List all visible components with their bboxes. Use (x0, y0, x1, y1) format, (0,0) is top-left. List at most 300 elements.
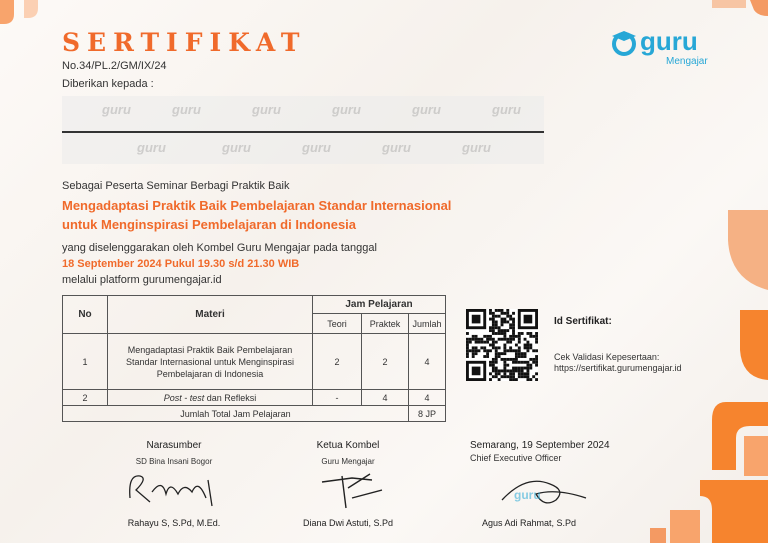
qr-module (498, 346, 501, 349)
qr-module (524, 344, 527, 347)
qr-module (503, 312, 506, 315)
qr-module (492, 364, 495, 367)
qr-module (524, 346, 527, 349)
qr-module (469, 349, 472, 352)
qr-module (480, 341, 483, 344)
qr-module (472, 338, 475, 341)
cell-teori: 2 (313, 334, 362, 390)
qr-module (489, 361, 492, 364)
qr-module (512, 326, 515, 329)
qr-module (515, 367, 518, 370)
table-row (63, 334, 446, 390)
signer-place-date: Semarang, 19 September 2024 (470, 440, 610, 451)
qr-module (503, 338, 506, 341)
qr-module (529, 335, 532, 338)
qr-module (521, 332, 524, 335)
cell-materi: Mengadaptasi Praktik Baik Pembelajaran Standar Internasional untuk Menginspirasi Pembelajaran di Indonesia (108, 334, 313, 390)
signature-mark (312, 468, 392, 512)
validation-label: Cek Validasi Kepesertaan: (554, 352, 660, 362)
qr-module (515, 352, 518, 355)
cell-praktek: 2 (362, 334, 409, 390)
qr-module (535, 338, 538, 341)
validation-info (554, 352, 682, 374)
signature-right (470, 440, 660, 528)
qr-module (475, 335, 478, 338)
qr-module (492, 323, 495, 326)
qr-module (512, 361, 515, 364)
qr-module (498, 309, 501, 312)
qr-module (475, 338, 478, 341)
qr-module (489, 372, 492, 375)
qr-module (521, 367, 524, 370)
event-date: 18 September 2024 Pukul 19.30 s/d 21.30 WIB (62, 258, 300, 270)
qr-module (512, 318, 515, 321)
qr-module (521, 361, 524, 364)
qr-module (492, 367, 495, 370)
qr-module (492, 341, 495, 344)
qr-module (506, 321, 509, 324)
qr-module (512, 323, 515, 326)
qr-module (489, 349, 492, 352)
qr-module (478, 349, 481, 352)
qr-module (475, 341, 478, 344)
recipient-name-line (62, 131, 544, 133)
qr-module (495, 352, 498, 355)
qr-module (512, 321, 515, 324)
qr-module (515, 349, 518, 352)
right-decoration (650, 210, 768, 543)
qr-module (503, 349, 506, 352)
qr-module (492, 321, 495, 324)
qr-module (532, 358, 535, 361)
qr-module (495, 349, 498, 352)
qr-module (518, 338, 521, 341)
qr-module (526, 361, 529, 364)
qr-module (483, 341, 486, 344)
signer-name: Rahayu S, S.Pd, M.Ed. (127, 518, 221, 528)
qr-module (501, 375, 504, 378)
qr-module (489, 378, 492, 381)
qr-module (475, 349, 478, 352)
qr-module (535, 378, 538, 381)
qr-module (515, 361, 518, 364)
graduation-cap-icon (610, 28, 638, 56)
qr-module (495, 315, 498, 318)
qr-module (489, 309, 492, 312)
signature-middle (258, 440, 438, 528)
qr-module (524, 338, 527, 341)
qr-module (503, 318, 506, 321)
name-area (62, 96, 544, 164)
qr-module (501, 332, 504, 335)
qr-module (495, 341, 498, 344)
qr-module (518, 369, 521, 372)
qr-module (503, 369, 506, 372)
qr-module (518, 352, 521, 355)
qr-module (529, 344, 532, 347)
qr-module (532, 375, 535, 378)
qr-module (492, 329, 495, 332)
qr-module (472, 352, 475, 355)
qr-module (475, 346, 478, 349)
qr-module (512, 375, 515, 378)
signer-role: Chief Executive Officer (470, 453, 562, 463)
cell-no: 1 (63, 334, 108, 390)
qr-module (512, 358, 515, 361)
qr-module (524, 355, 527, 358)
given-to-label: Diberikan kepada : (62, 78, 154, 90)
qr-module (526, 349, 529, 352)
qr-module (501, 358, 504, 361)
qr-module (524, 361, 527, 364)
qr-module (506, 364, 509, 367)
qr-module (515, 378, 518, 381)
logo-sub: Mengajar (666, 56, 708, 67)
qr-module (515, 369, 518, 372)
qr-module (492, 346, 495, 349)
qr-module (495, 367, 498, 370)
watermark: guru (137, 140, 166, 155)
qr-module (515, 355, 518, 358)
qr-module (469, 338, 472, 341)
qr-module (480, 338, 483, 341)
col-teori: Teori (313, 314, 362, 334)
qr-module (495, 375, 498, 378)
logo-word: guru (640, 26, 698, 56)
qr-module (466, 332, 469, 335)
qr-module (489, 318, 492, 321)
qr-module (478, 341, 481, 344)
qr-module (509, 326, 512, 329)
qr-module (526, 344, 529, 347)
qr-module (495, 355, 498, 358)
qr-module (503, 367, 506, 370)
col-jam: Jam Pelajaran (313, 296, 446, 314)
qr-module (512, 312, 515, 315)
qr-module (489, 312, 492, 315)
qr-module (498, 329, 501, 332)
qr-module (483, 355, 486, 358)
qr-module (526, 375, 529, 378)
col-no: No (63, 296, 108, 334)
signer-name: Agus Adi Rahmat, S.Pd (482, 518, 577, 528)
qr-module (503, 375, 506, 378)
qr-module (503, 372, 506, 375)
qr-module (492, 338, 495, 341)
qr-module (503, 361, 506, 364)
qr-module (483, 335, 486, 338)
qr-module (518, 335, 521, 338)
qr-module (529, 378, 532, 381)
qr-module (472, 346, 475, 349)
qr-module (492, 312, 495, 315)
signer-org: SD Bina Insani Bogor (135, 457, 213, 466)
cell-no: 2 (63, 390, 108, 406)
signature-mark (122, 468, 232, 508)
qr-module (526, 364, 529, 367)
qr-module (529, 358, 532, 361)
qr-module (495, 369, 498, 372)
qr-module (498, 372, 501, 375)
qr-module (478, 338, 481, 341)
qr-module (503, 344, 506, 347)
qr-module (535, 335, 538, 338)
qr-module (472, 335, 475, 338)
qr-module (512, 329, 515, 332)
qr-module (509, 335, 512, 338)
qr-module (472, 349, 475, 352)
qr-finder (472, 367, 481, 376)
qr-module (466, 338, 469, 341)
qr-module (526, 346, 529, 349)
qr-module (518, 332, 521, 335)
qr-module (509, 378, 512, 381)
signature-mark (496, 464, 596, 514)
qr-module (535, 355, 538, 358)
qr-module (480, 346, 483, 349)
qr-module (466, 349, 469, 352)
qr-module (509, 372, 512, 375)
validation-url: https://sertifikat.gurumengajar.id (554, 363, 682, 373)
certificate-title: SERTIFIKAT (62, 28, 307, 57)
qr-module (501, 338, 504, 341)
qr-module (503, 332, 506, 335)
qr-module (501, 323, 504, 326)
qr-module (518, 367, 521, 370)
qr-module (501, 369, 504, 372)
qr-module (509, 375, 512, 378)
qr-module (521, 375, 524, 378)
qr-module (532, 335, 535, 338)
qr-module (521, 355, 524, 358)
qr-module (501, 329, 504, 332)
seminar-title (62, 196, 542, 234)
qr-module (489, 326, 492, 329)
qr-module (466, 346, 469, 349)
qr-module (486, 335, 489, 338)
watermark: guru (302, 140, 331, 155)
qr-module (495, 323, 498, 326)
qr-module (521, 352, 524, 355)
qr-module (492, 375, 495, 378)
signer-name: Diana Dwi Astuti, S.Pd (302, 518, 394, 528)
qr-module (524, 372, 527, 375)
qr-module (524, 352, 527, 355)
qr-module (503, 358, 506, 361)
qr-module (501, 318, 504, 321)
qr-module (498, 326, 501, 329)
total-label: Jumlah Total Jam Pelajaran (63, 406, 409, 422)
qr-module (495, 358, 498, 361)
qr-module (466, 352, 469, 355)
qr-module (495, 321, 498, 324)
cell-teori: - (313, 390, 362, 406)
qr-module (529, 332, 532, 335)
qr-module (475, 352, 478, 355)
qr-module (489, 364, 492, 367)
qr-module (486, 355, 489, 358)
qr-module (506, 338, 509, 341)
qr-module (509, 349, 512, 352)
qr-module (521, 369, 524, 372)
qr-module (526, 372, 529, 375)
qr-module (509, 341, 512, 344)
qr-module (521, 372, 524, 375)
qr-module (526, 378, 529, 381)
qr-code (466, 309, 538, 381)
qr-module (518, 349, 521, 352)
qr-module (492, 358, 495, 361)
qr-module (469, 341, 472, 344)
lesson-hours-table (62, 295, 446, 422)
qr-module (472, 355, 475, 358)
qr-module (489, 335, 492, 338)
qr-module (492, 315, 495, 318)
qr-module (535, 349, 538, 352)
qr-module (495, 361, 498, 364)
qr-module (503, 364, 506, 367)
platform-text: melalui platform gurumengajar.id (62, 274, 222, 286)
col-jumlah: Jumlah (409, 314, 446, 334)
qr-module (489, 338, 492, 341)
qr-module (506, 341, 509, 344)
qr-module (506, 369, 509, 372)
qr-module (503, 321, 506, 324)
qr-finder (524, 315, 533, 324)
qr-module (506, 349, 509, 352)
signer-role: Narasumber (146, 440, 202, 451)
qr-module (498, 338, 501, 341)
cell-jumlah: 4 (409, 390, 446, 406)
qr-module (495, 372, 498, 375)
watermark: guru (492, 102, 521, 117)
signature-left (84, 440, 264, 528)
watermark: guru (102, 102, 131, 117)
qr-module (532, 361, 535, 364)
watermark: guru (462, 140, 491, 155)
logo-watermark-small: guru (514, 488, 541, 502)
qr-module (529, 364, 532, 367)
total-value: 8 JP (409, 406, 446, 422)
qr-module (506, 375, 509, 378)
watermark: guru (222, 140, 251, 155)
qr-module (529, 367, 532, 370)
cell-jumlah: 4 (409, 334, 446, 390)
watermark: guru (382, 140, 411, 155)
qr-module (535, 332, 538, 335)
qr-module (466, 355, 469, 358)
watermark: guru (172, 102, 201, 117)
qr-module (498, 355, 501, 358)
qr-module (486, 341, 489, 344)
qr-module (509, 369, 512, 372)
qr-module (498, 315, 501, 318)
qr-finder (472, 315, 481, 324)
certificate-id-label: Id Sertifikat: (554, 316, 612, 327)
qr-module (498, 332, 501, 335)
qr-module (535, 364, 538, 367)
qr-module (492, 326, 495, 329)
qr-module (492, 332, 495, 335)
qr-module (492, 361, 495, 364)
qr-module (509, 318, 512, 321)
qr-module (524, 367, 527, 370)
qr-module (535, 372, 538, 375)
signer-role: Ketua Kombel (316, 440, 380, 451)
qr-module (532, 349, 535, 352)
qr-module (498, 369, 501, 372)
cell-materi-rest: dan Refleksi (204, 392, 257, 403)
qr-module (506, 358, 509, 361)
qr-module (501, 352, 504, 355)
table-total-row (63, 406, 446, 422)
qr-module (492, 344, 495, 347)
qr-module (501, 321, 504, 324)
top-right-decoration (688, 0, 768, 30)
qr-module (486, 349, 489, 352)
qr-module (506, 309, 509, 312)
qr-module (509, 315, 512, 318)
certificate-number: No.34/PL.2/GM/IX/24 (62, 60, 167, 72)
qr-module (495, 326, 498, 329)
qr-module (489, 344, 492, 347)
watermark: guru (252, 102, 281, 117)
col-materi: Materi (108, 296, 313, 334)
qr-module (518, 361, 521, 364)
qr-module (512, 369, 515, 372)
qr-module (518, 341, 521, 344)
watermark: guru (332, 102, 361, 117)
qr-module (492, 318, 495, 321)
qr-module (526, 332, 529, 335)
qr-module (498, 378, 501, 381)
table-row (63, 390, 446, 406)
cell-praktek: 4 (362, 390, 409, 406)
organizer-text: yang diselenggarakan oleh Kombel Guru Mengajar pada tanggal (62, 242, 377, 254)
qr-module (512, 372, 515, 375)
qr-module (526, 367, 529, 370)
qr-module (535, 361, 538, 364)
qr-module (509, 323, 512, 326)
qr-module (512, 335, 515, 338)
qr-module (524, 375, 527, 378)
qr-module (515, 335, 518, 338)
qr-module (486, 338, 489, 341)
qr-module (518, 355, 521, 358)
qr-module (512, 367, 515, 370)
qr-module (535, 341, 538, 344)
qr-module (535, 358, 538, 361)
col-praktek: Praktek (362, 314, 409, 334)
top-left-decoration (0, 0, 60, 40)
cell-materi-emphasis: Post - test (163, 392, 205, 403)
qr-module (518, 372, 521, 375)
qr-module (518, 375, 521, 378)
qr-module (509, 346, 512, 349)
qr-module (483, 349, 486, 352)
seminar-title-line: untuk Menginspirasi Pembelajaran di Indonesia (62, 217, 357, 232)
qr-module (518, 346, 521, 349)
participant-label: Sebagai Peserta Seminar Berbagi Praktik Baik (62, 180, 290, 192)
qr-module (503, 352, 506, 355)
qr-module (495, 332, 498, 335)
qr-module (512, 338, 515, 341)
qr-module (501, 309, 504, 312)
qr-module (498, 352, 501, 355)
qr-module (492, 369, 495, 372)
qr-module (512, 349, 515, 352)
qr-module (512, 332, 515, 335)
